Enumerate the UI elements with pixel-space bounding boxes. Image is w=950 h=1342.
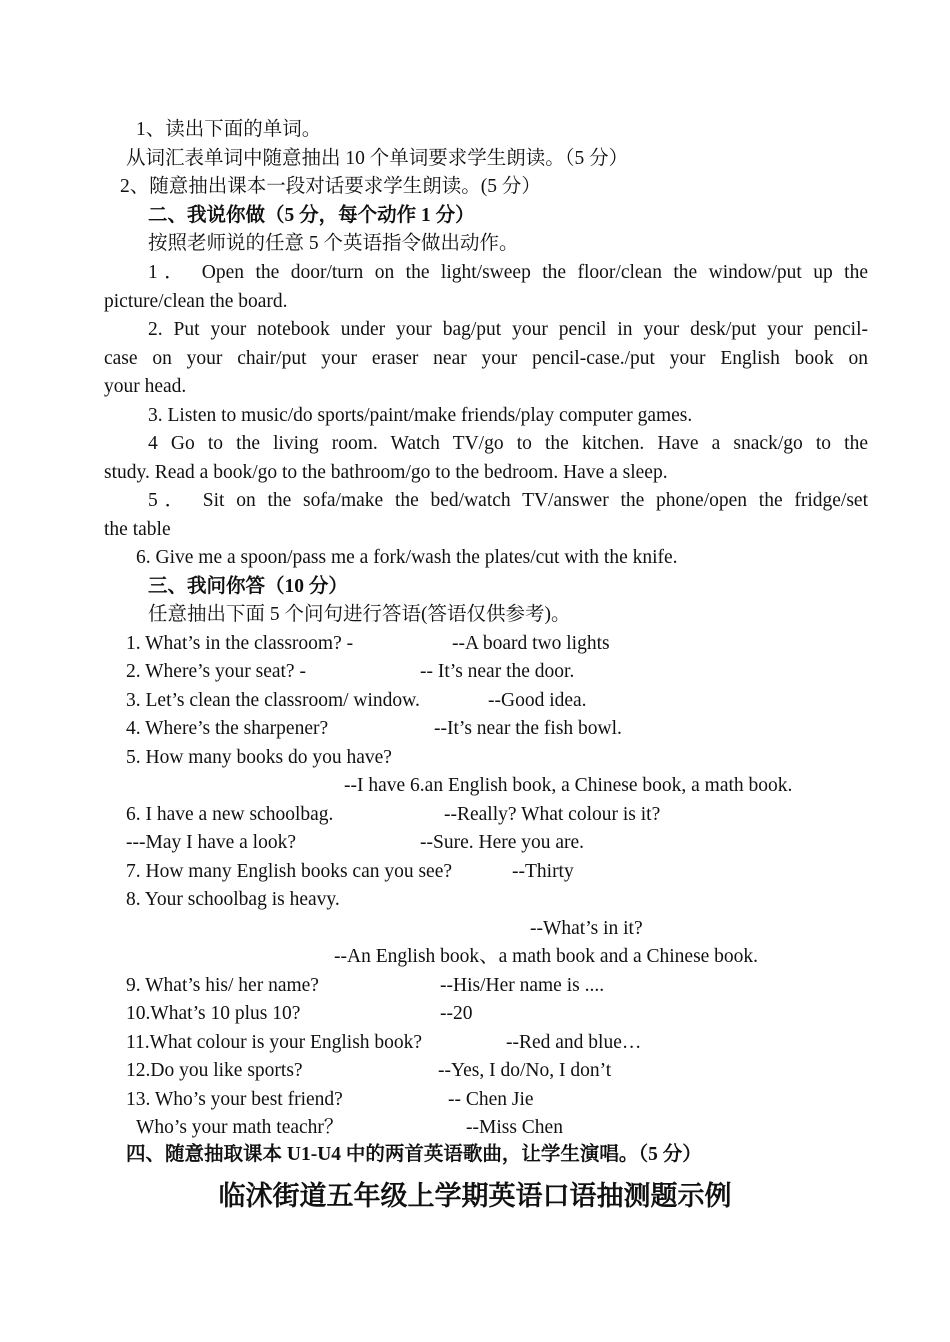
qa-answer: -- Chen Jie bbox=[448, 1089, 534, 1110]
qa-question: 1. What’s in the classroom? - bbox=[126, 633, 354, 654]
qa-answer: --Yes, I do/No, I don’t bbox=[438, 1060, 612, 1081]
qa-question: 12.Do you like sports? bbox=[126, 1060, 303, 1081]
qa-answer: --It’s near the fish bowl. bbox=[434, 718, 622, 739]
section-heading-4: 四、随意抽取课本 U1-U4 中的两首英语歌曲，让学生演唱。（5 分） bbox=[126, 1144, 702, 1165]
section-heading-2: 二、我说你做（5 分，每个动作 1 分） bbox=[148, 205, 475, 226]
command-2-line-3: your head. bbox=[104, 376, 187, 397]
qa-answer: --An English book、a math book and a Chinese book. bbox=[334, 946, 759, 967]
qa-question: 5. How many books do you have? bbox=[126, 747, 392, 768]
qa-answer: --Really? What colour is it? bbox=[444, 804, 661, 825]
qa-answer: -- It’s near the door. bbox=[420, 661, 575, 682]
command-5-line-1: 5． Sit on the sofa/make the bed/watch TV/answer the phone/open the fridge/set bbox=[148, 490, 868, 511]
qa-answer: --Good idea. bbox=[488, 690, 587, 711]
item-read-dialogue: 2、随意抽出课本一段对话要求学生朗读。(5 分） bbox=[120, 176, 541, 197]
qa-question: 2. Where’s your seat? - bbox=[126, 661, 306, 682]
qa-question: 3. Let’s clean the classroom/ window. bbox=[126, 690, 420, 711]
qa-answer: --Red and blue… bbox=[506, 1032, 642, 1053]
command-2-line-2: case on your chair/put your eraser near your pencil-case./put your English book on bbox=[104, 348, 868, 369]
qa-answer: --20 bbox=[440, 1003, 473, 1024]
qa-question: 8. Your schoolbag is heavy. bbox=[126, 889, 340, 910]
qa-answer: --His/Her name is .... bbox=[440, 975, 605, 996]
command-3: 3. Listen to music/do sports/paint/make friends/play computer games. bbox=[148, 405, 693, 426]
section-heading-3: 三、我问你答（10 分） bbox=[148, 576, 348, 597]
qa-question: ---May I have a look? bbox=[126, 832, 297, 853]
command-1-line-2: picture/clean the board. bbox=[104, 291, 288, 312]
command-5-line-2: the table bbox=[104, 519, 171, 540]
command-4-line-1: 4 Go to the living room. Watch TV/go to the kitchen. Have a snack/go to the bbox=[148, 433, 868, 454]
qa-question: 6. I have a new schoolbag. bbox=[126, 804, 334, 825]
qa-question: 4. Where’s the sharpener? bbox=[126, 718, 329, 739]
qa-question: 9. What’s his/ her name? bbox=[126, 975, 319, 996]
qa-question: 7. How many English books can you see? bbox=[126, 861, 453, 882]
command-2-line-1: 2. Put your notebook under your bag/put your pencil in your desk/put your pencil- bbox=[148, 319, 868, 340]
document-title: 临沭街道五年级上学期英语口语抽测题示例 bbox=[218, 1181, 732, 1211]
qa-question: Who’s your math teachr？ bbox=[136, 1117, 344, 1138]
qa-question: 11.What colour is your English book? bbox=[126, 1032, 423, 1053]
qa-answer: --Sure. Here you are. bbox=[420, 832, 585, 853]
section-3-instruction: 任意抽出下面 5 个问句进行答语(答语仅供参考)。 bbox=[148, 604, 571, 625]
command-6: 6. Give me a spoon/pass me a fork/wash the plates/cut with the knife. bbox=[136, 547, 678, 568]
qa-answer: --A board two lights bbox=[452, 633, 610, 654]
qa-answer: --What’s in it? bbox=[530, 918, 643, 939]
qa-question: 13. Who’s your best friend? bbox=[126, 1089, 343, 1110]
qa-answer: --Miss Chen bbox=[466, 1117, 563, 1138]
item-read-words: 1、读出下面的单词。 bbox=[136, 119, 322, 140]
section-2-instruction: 按照老师说的任意 5 个英语指令做出动作。 bbox=[148, 233, 519, 254]
command-1-line-1: 1． Open the door/turn on the light/sweep the floor/clean the window/put up the bbox=[148, 262, 868, 283]
qa-question: 10.What’s 10 plus 10? bbox=[126, 1003, 301, 1024]
qa-answer: --Thirty bbox=[512, 861, 574, 882]
item-read-words-desc: 从词汇表单词中随意抽出 10 个单词要求学生朗读。（5 分） bbox=[126, 148, 629, 169]
command-4-line-2: study. Read a book/go to the bathroom/go to the bedroom. Have a sleep. bbox=[104, 462, 668, 483]
qa-answer: --I have 6.an English book, a Chinese book, a math book. bbox=[344, 775, 793, 796]
